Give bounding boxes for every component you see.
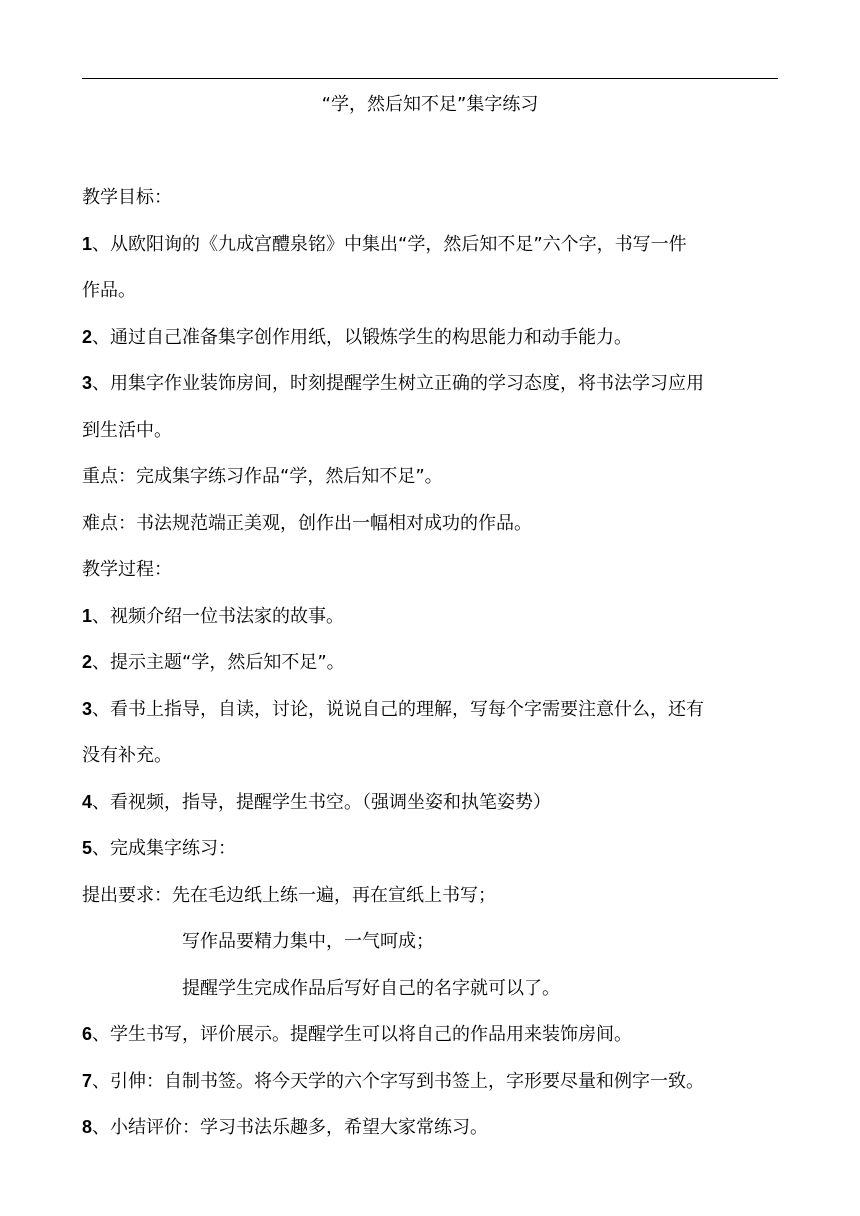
paragraph-line: 1、视频介绍一位书法家的故事。 (82, 605, 345, 627)
paragraph-line: 2、提示主题“学，然后知不足”。 (82, 652, 345, 673)
paragraph-line: 没有补充。 (82, 745, 172, 766)
list-number: 3 (82, 373, 93, 393)
paragraph-line-indented: 提醒学生完成作品后写好自己的名字就可以了。 (182, 977, 560, 999)
paragraph-line: 教学过程： (82, 559, 172, 580)
list-number: 5 (82, 838, 93, 858)
paragraph-line: 3、看书上指导，自读，讨论，说说自己的理解，写每个字需要注意什么，还有 (82, 698, 705, 720)
list-number: 2 (82, 652, 93, 672)
list-number: 7 (82, 1070, 93, 1091)
paragraph-line: 到生活中。 (82, 419, 172, 441)
paragraph-line: 2、通过自己准备集字创作用纸，以锻炼学生的构思能力和动手能力。 (82, 326, 633, 348)
list-number: 8 (82, 1117, 93, 1137)
paragraph-line: 6、学生书写，评价展示。提醒学生可以将自己的作品用来装饰房间。 (82, 1024, 633, 1045)
paragraph-line: 7、引伸：自制书签。将今天学的六个字写到书签上，字形要尽量和例字一致。 (82, 1070, 705, 1092)
list-number: 2 (82, 326, 93, 347)
list-number: 4 (82, 791, 93, 812)
paragraph-line: 5、完成集字练习： (82, 838, 237, 859)
list-number: 3 (82, 698, 93, 719)
document-title: “学，然后知不足”集字练习 (321, 94, 539, 115)
paragraph-line: 难点：书法规范端正美观，创作出一幅相对成功的作品。 (82, 512, 532, 534)
document-body (82, 180, 782, 1157)
paragraph-line: 1、从欧阳询的《九成宫醴泉铭》中集出“学，然后知不足”六个字，书写一件 (82, 233, 687, 255)
paragraph-line-indented: 写作品要精力集中，一气呵成； (182, 931, 434, 952)
paragraph-line: 3、用集字作业装饰房间，时刻提醒学生树立正确的学习态度，将书法学习应用 (82, 373, 705, 394)
list-number: 1 (82, 605, 93, 626)
paragraph-line: 作品。 (82, 280, 136, 301)
paragraph-line: 重点：完成集字练习作品“学，然后知不足”。 (82, 466, 443, 487)
paragraph-line: 教学目标： (82, 187, 172, 208)
header-rule (82, 78, 778, 79)
paragraph-line: 8、小结评价：学习书法乐趣多，希望大家常练习。 (82, 1117, 489, 1138)
list-number: 1 (82, 233, 93, 254)
list-number: 6 (82, 1024, 93, 1044)
paragraph-line: 4、看视频，指导，提醒学生书空。（强调坐姿和执笔姿势） (82, 791, 552, 813)
paragraph-line: 提出要求：先在毛边纸上练一遍，再在宣纸上书写； (82, 884, 496, 906)
